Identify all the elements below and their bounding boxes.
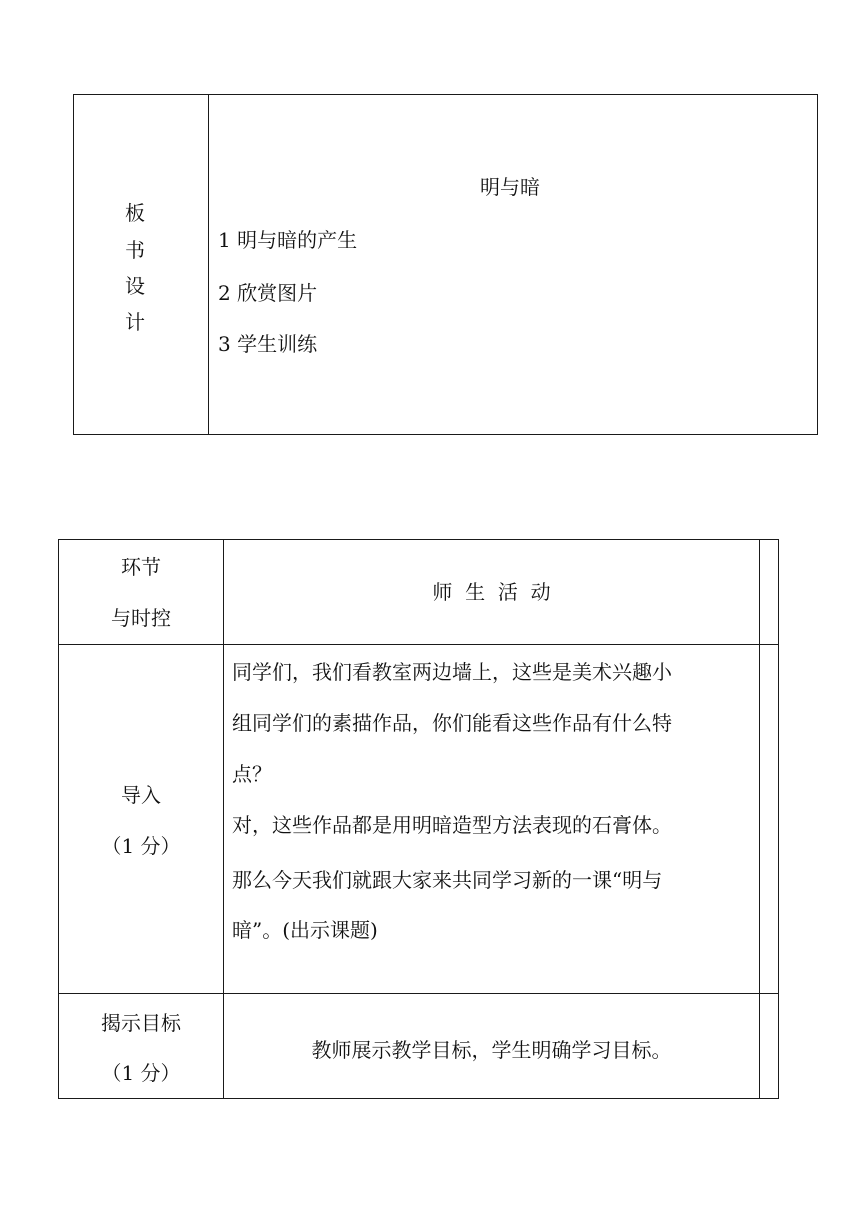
activity-line: 暗”。(出示课题) xyxy=(232,918,378,942)
table-column-divider xyxy=(223,539,224,1099)
board-item: 3 学生训练 xyxy=(218,332,318,356)
board-item: 1 明与暗的产生 xyxy=(218,228,358,252)
header-stage-line2: 与时控 xyxy=(111,606,171,630)
table-border-top xyxy=(73,94,818,95)
table-border-bottom xyxy=(58,1098,779,1099)
row-stage: 揭示目标 xyxy=(101,1011,181,1035)
activity-line: 点？ xyxy=(232,762,272,786)
table-border-bottom xyxy=(73,434,818,435)
activity-line: 那么今天我们就跟大家来共同学习新的一课“明与 xyxy=(232,868,663,892)
board-label-char: 板 xyxy=(125,201,145,225)
activity-line: 同学们，我们看教室两边墙上，这些是美术兴趣小 xyxy=(232,660,672,684)
row-time: （1 分） xyxy=(101,834,181,858)
table-border-right xyxy=(778,539,779,1099)
table-border-left xyxy=(73,94,74,435)
row-stage: 导入 xyxy=(121,783,161,807)
header-stage-line1: 环节 xyxy=(121,555,161,579)
table-row-divider xyxy=(58,644,779,645)
table-border-top xyxy=(58,539,779,540)
board-label-char: 设 xyxy=(125,274,145,298)
activity-line: 组同学们的素描作品，你们能看这些作品有什么特 xyxy=(232,711,672,735)
table-row-divider xyxy=(58,993,779,994)
table-column-divider xyxy=(208,94,209,435)
header-activity: 师 生 活 动 xyxy=(432,580,551,604)
board-item: 2 欣赏图片 xyxy=(218,281,318,305)
board-label-char: 书 xyxy=(125,238,145,262)
row-content: 教师展示教学目标，学生明确学习目标。 xyxy=(311,1038,672,1062)
board-label-char: 计 xyxy=(125,310,145,334)
board-title: 明与暗 xyxy=(480,175,540,199)
table-column-divider xyxy=(759,539,760,1099)
row-time: （1 分） xyxy=(101,1061,181,1085)
table-border-right xyxy=(817,94,818,435)
activity-line: 对，这些作品都是用明暗造型方法表现的石膏体。 xyxy=(232,813,672,837)
